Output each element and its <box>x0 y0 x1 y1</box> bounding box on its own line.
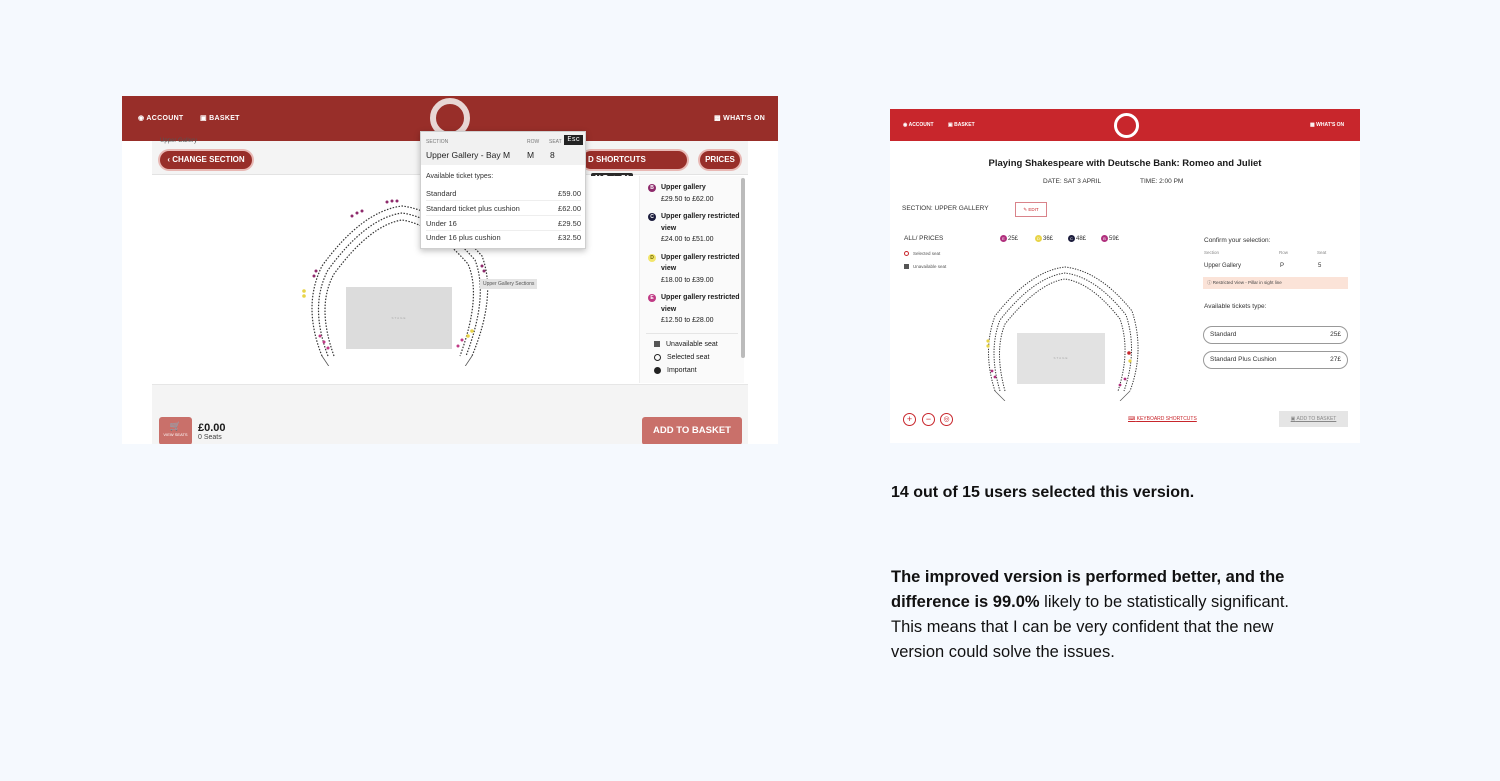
close-popup-button[interactable]: Esc <box>564 135 583 145</box>
price-band-badge: C <box>648 213 656 221</box>
basket-link[interactable]: ▣ BASKET <box>948 122 975 128</box>
ticket-type-row[interactable]: Standard £59.00 <box>426 187 581 201</box>
ticket-type-row[interactable]: Under 16 plus cushion £32.50 <box>426 233 581 242</box>
edit-section-button[interactable]: ✎ EDIT <box>1015 202 1047 217</box>
ticket-type-row[interactable]: Under 16 £29.50 <box>426 217 581 231</box>
price-filter-b[interactable]: B 59£ <box>1101 235 1119 242</box>
legend-scrollbar[interactable] <box>741 178 745 358</box>
seat-header: SEAT <box>549 139 562 145</box>
seat-value: 8 <box>550 150 555 160</box>
event-title: Playing Shakespeare with Deutsche Bank: Romeo and Juliet <box>988 158 1262 169</box>
price-band-name: Upper gallery restricted view <box>661 253 740 272</box>
seat-value: 5 <box>1318 263 1322 269</box>
original-version-screenshot <box>122 96 778 444</box>
keyboard-shortcuts-link[interactable]: ⌨ KEYBOARD SHORTCUTS <box>1128 416 1197 422</box>
seat-count: 0 Seats <box>198 434 222 441</box>
ticket-option-cushion[interactable]: Standard Plus Cushion 27£ <box>1203 351 1348 369</box>
result-paragraph: The improved version is performed better, and the difference is 99.0% likely to be statistically significant. This means that I can be very confident that the new version could solve the issues. <box>891 568 1290 661</box>
seat-info-popup <box>420 131 586 249</box>
price-band-name: Upper gallery <box>661 184 706 191</box>
legend-unavailable: Unavailable seat <box>654 341 738 348</box>
price-filter-e[interactable]: E 25£ <box>1000 235 1018 242</box>
section-label: Upper Gallery <box>160 138 198 144</box>
map-tooltip: Upper Gallery Sections <box>480 279 537 289</box>
account-link[interactable]: ◉ ACCOUNT <box>138 115 184 122</box>
price-filter-c[interactable]: C 48£ <box>1068 235 1086 242</box>
add-to-basket-button[interactable]: ▣ ADD TO BASKET <box>1279 411 1348 427</box>
row-value: P <box>1280 263 1285 269</box>
prices-button[interactable]: PRICES <box>700 151 740 169</box>
improved-version-screenshot <box>890 109 1360 443</box>
stage: STAGE <box>1017 333 1105 384</box>
stage: STAGE <box>346 287 452 349</box>
row-value: M <box>527 150 535 160</box>
whats-on-link[interactable]: ▩ WHAT'S ON <box>714 115 766 122</box>
legend-important: Important <box>654 367 738 374</box>
all-prices-filter[interactable]: ALL/ PRICES <box>904 235 944 242</box>
price-band-range: £12.50 to £28.00 <box>661 317 714 324</box>
price-band-badge: B <box>648 184 656 192</box>
restricted-view-warning: ⓘ Restricted View - Pillar in sight line <box>1203 277 1348 289</box>
legend-selected-seat: Selected seat <box>904 251 940 256</box>
price-band-range: £29.50 to £62.00 <box>661 195 714 203</box>
price-band-badge: E <box>648 294 656 302</box>
keyboard-icon: ⌨ <box>1128 416 1136 422</box>
row-header: Row <box>1279 250 1289 255</box>
legend-price-band[interactable] <box>648 182 744 205</box>
view-seats-button[interactable]: 🛒 VIEW SEATS <box>159 417 192 444</box>
price-filter-d[interactable]: D 36£ <box>1035 235 1053 242</box>
price-legend <box>639 176 744 383</box>
selected-section: SECTION: UPPER GALLERY <box>902 205 989 212</box>
warning-icon: ⓘ <box>1207 280 1212 285</box>
row-header: ROW <box>527 139 540 145</box>
ticket-option-standard[interactable]: Standard 25£ <box>1203 326 1348 344</box>
reset-view-button[interactable]: ◎ <box>940 413 953 426</box>
legend-price-band[interactable] <box>648 211 744 246</box>
available-types-label: Available ticket types: <box>426 173 494 180</box>
seat-header: Seat <box>1317 250 1327 255</box>
theatre-logo[interactable] <box>1114 113 1139 138</box>
legend-price-band[interactable] <box>648 292 744 327</box>
zoom-out-button[interactable]: − <box>922 413 935 426</box>
legend-selected: Selected seat <box>654 354 738 361</box>
available-tickets-heading: Available tickets type: <box>1204 303 1267 310</box>
basket-icon: ▣ <box>1290 416 1296 422</box>
change-section-button[interactable]: ‹ CHANGE SECTION <box>160 151 252 169</box>
event-date: DATE: SAT 3 APRIL <box>1043 178 1102 185</box>
section-header: SECTION <box>426 139 449 145</box>
account-link[interactable]: ◉ ACCOUNT <box>903 122 934 128</box>
whats-on-link[interactable]: ▩ WHAT'S ON <box>1310 122 1345 128</box>
price-band-range: £24.00 to £51.00 <box>661 236 714 243</box>
section-value: Upper Gallery <box>1204 263 1242 269</box>
add-to-basket-button[interactable]: ADD TO BASKET <box>642 417 742 444</box>
ticket-type-row[interactable]: Standard ticket plus cushion £62.00 <box>426 202 581 216</box>
legend-unavailable-seat: Unavailable seat <box>904 264 946 269</box>
keyboard-shortcuts-button[interactable]: D SHORTCUTS <box>582 151 687 169</box>
price-band-name: Upper gallery restricted view <box>661 294 740 313</box>
legend-price-band[interactable] <box>648 252 744 287</box>
basket-total: £0.00 <box>198 422 226 434</box>
price-band-name: Upper gallery restricted view <box>661 213 740 232</box>
price-band-badge: D <box>648 254 656 262</box>
section-header: Section <box>1204 250 1220 255</box>
cart-icon: 🛒 <box>169 421 182 431</box>
section-value: Upper Gallery - Bay M <box>426 150 511 160</box>
zoom-in-button[interactable]: + <box>903 413 916 426</box>
price-band-range: £18.00 to £39.00 <box>661 276 714 284</box>
result-caption: 14 out of 15 users selected this version. <box>891 484 1195 501</box>
basket-link[interactable]: ▣ BASKET <box>200 115 240 122</box>
event-time: TIME: 2:00 PM <box>1140 178 1184 185</box>
confirm-heading: Confirm your selection: <box>1204 237 1271 244</box>
